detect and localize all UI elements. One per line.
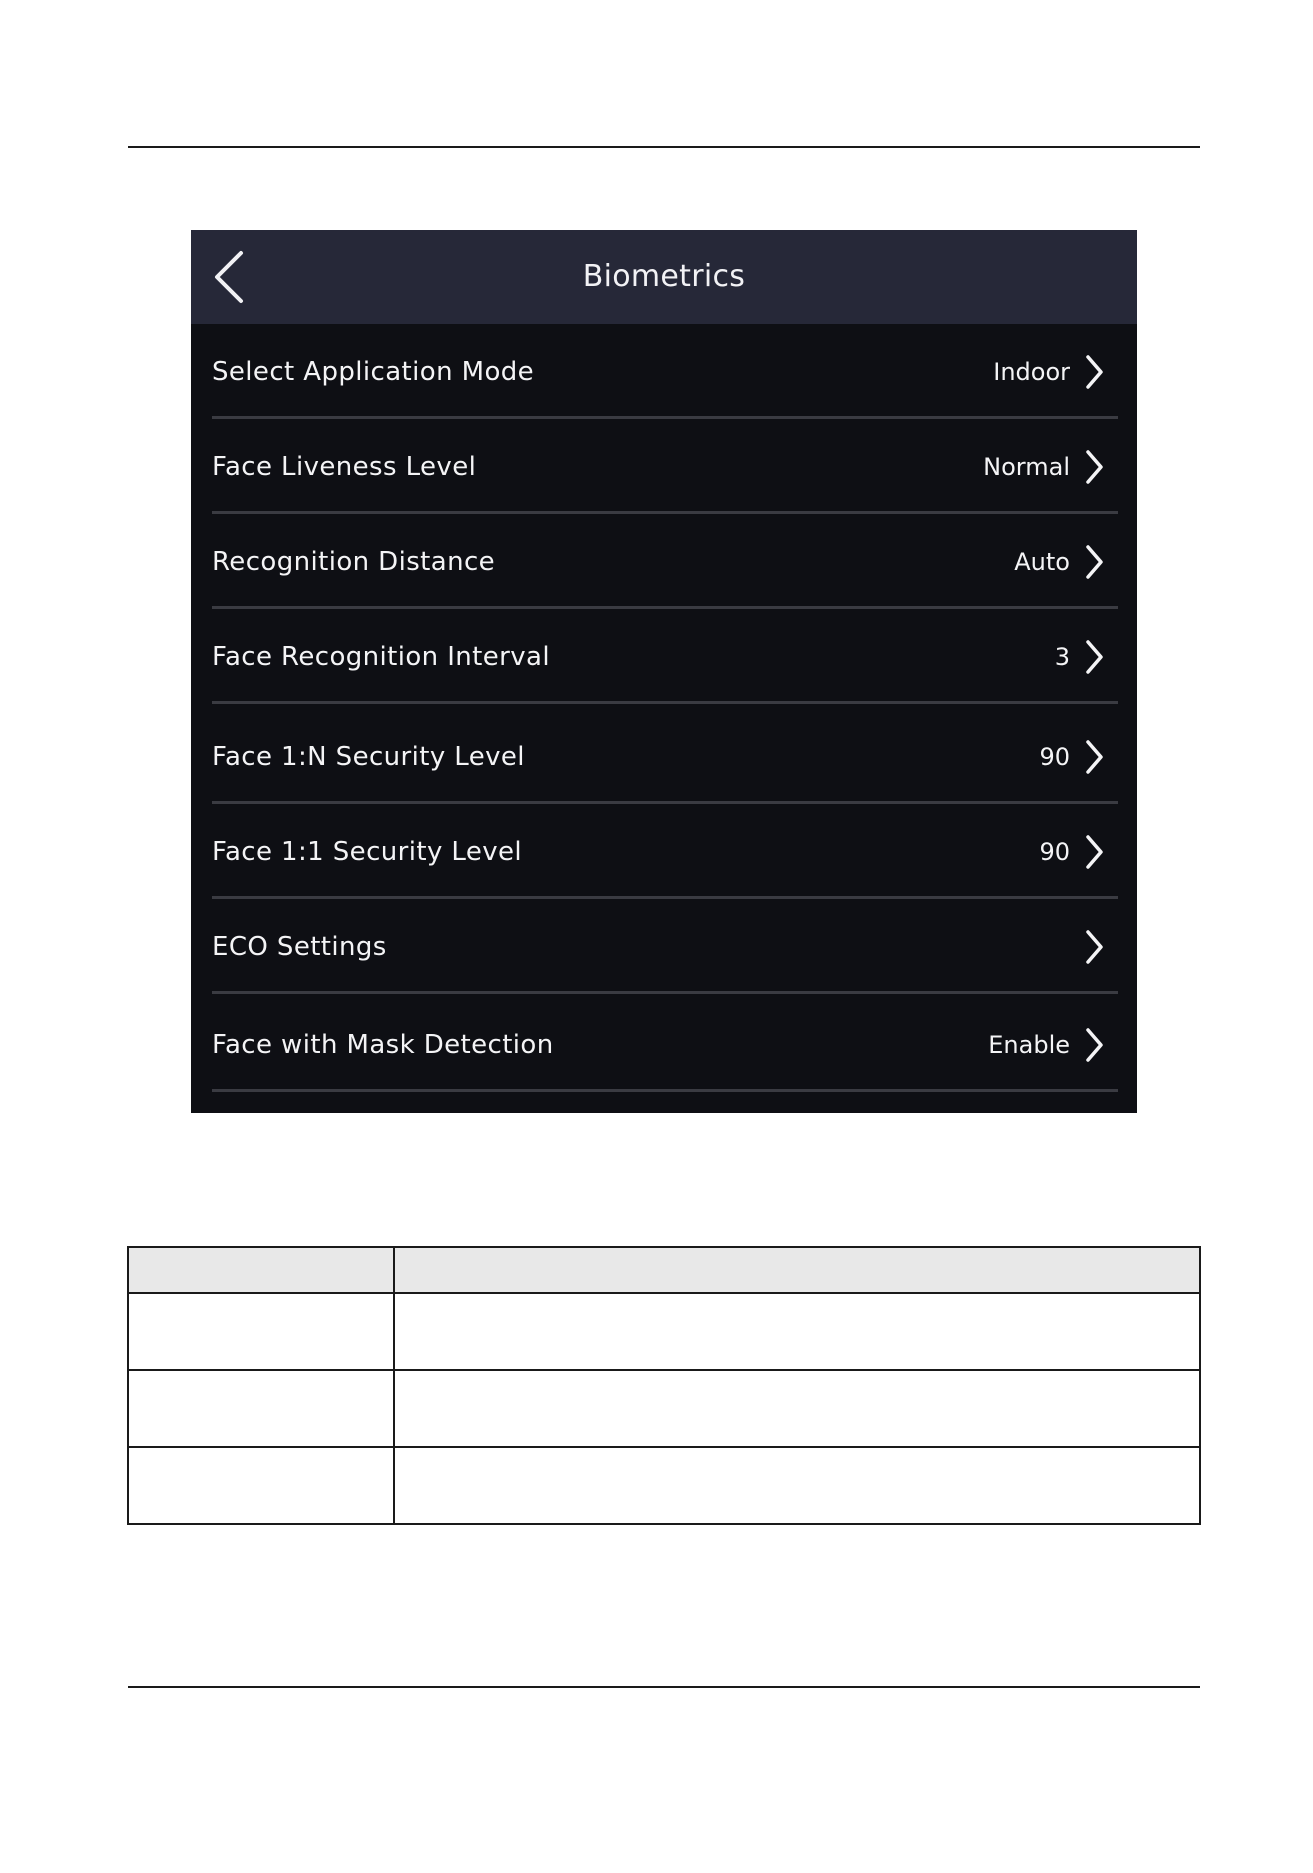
menu-item-value: Auto [1014,547,1070,576]
menu-item-label: ECO Settings [212,931,387,962]
menu-item-label: Recognition Distance [212,546,496,577]
page-bottom-rule [128,1686,1200,1688]
menu-item-face-recognition-interval[interactable] [212,609,1118,704]
chevron-right-icon [1084,929,1104,965]
menu-item-label: Select Application Mode [212,356,535,387]
table-cell [128,1370,394,1447]
menu-item-label: Face Liveness Level [212,451,477,482]
menu-item-eco-settings[interactable] [212,899,1118,994]
back-button[interactable] [209,247,253,307]
row-divider [212,1089,1118,1092]
table-row [128,1370,1200,1447]
menu-item-face-11-security-level[interactable] [212,804,1118,899]
menu-item-value: 3 [1054,642,1070,671]
menu-item-value: Enable [988,1030,1070,1059]
menu-item-value: 90 [1039,742,1070,771]
table-cell [128,1447,394,1524]
menu-item-label: Face 1:N Security Level [212,741,525,772]
page-title: Biometrics [582,259,746,294]
device-screen [191,230,1137,1113]
menu-item-label: Face Recognition Interval [212,641,550,672]
table-cell [394,1293,1200,1370]
chevron-left-icon [209,247,253,307]
chevron-right-icon [1084,354,1104,390]
chevron-right-icon [1084,449,1104,485]
menu-item-recognition-distance[interactable] [212,514,1118,609]
menu-item-value: 90 [1039,837,1070,866]
chevron-right-icon [1084,1027,1104,1063]
table-row [128,1447,1200,1524]
screen-header [191,230,1137,324]
menu-item-value: Normal [983,452,1070,481]
chevron-right-icon [1084,834,1104,870]
page-top-rule [128,146,1200,148]
row-divider [212,991,1118,994]
menu-item-value: Indoor [993,357,1070,386]
row-divider [212,701,1118,704]
menu-item-label: Face 1:1 Security Level [212,836,523,867]
parameter-table [127,1246,1201,1525]
table-cell [394,1370,1200,1447]
menu-item-face-liveness-level[interactable] [212,419,1118,514]
menu-item-application-mode[interactable] [212,324,1118,419]
table-header-cell [394,1247,1200,1293]
menu-item-face-1n-security-level[interactable] [212,709,1118,804]
chevron-right-icon [1084,639,1104,675]
table-header-row [128,1247,1200,1293]
menu-item-label: Face with Mask Detection [212,1029,554,1060]
menu-item-face-mask-detection[interactable] [212,997,1118,1092]
table-cell [128,1293,394,1370]
chevron-right-icon [1084,739,1104,775]
table-header-cell [128,1247,394,1293]
table-row [128,1293,1200,1370]
chevron-right-icon [1084,544,1104,580]
table-cell [394,1447,1200,1524]
